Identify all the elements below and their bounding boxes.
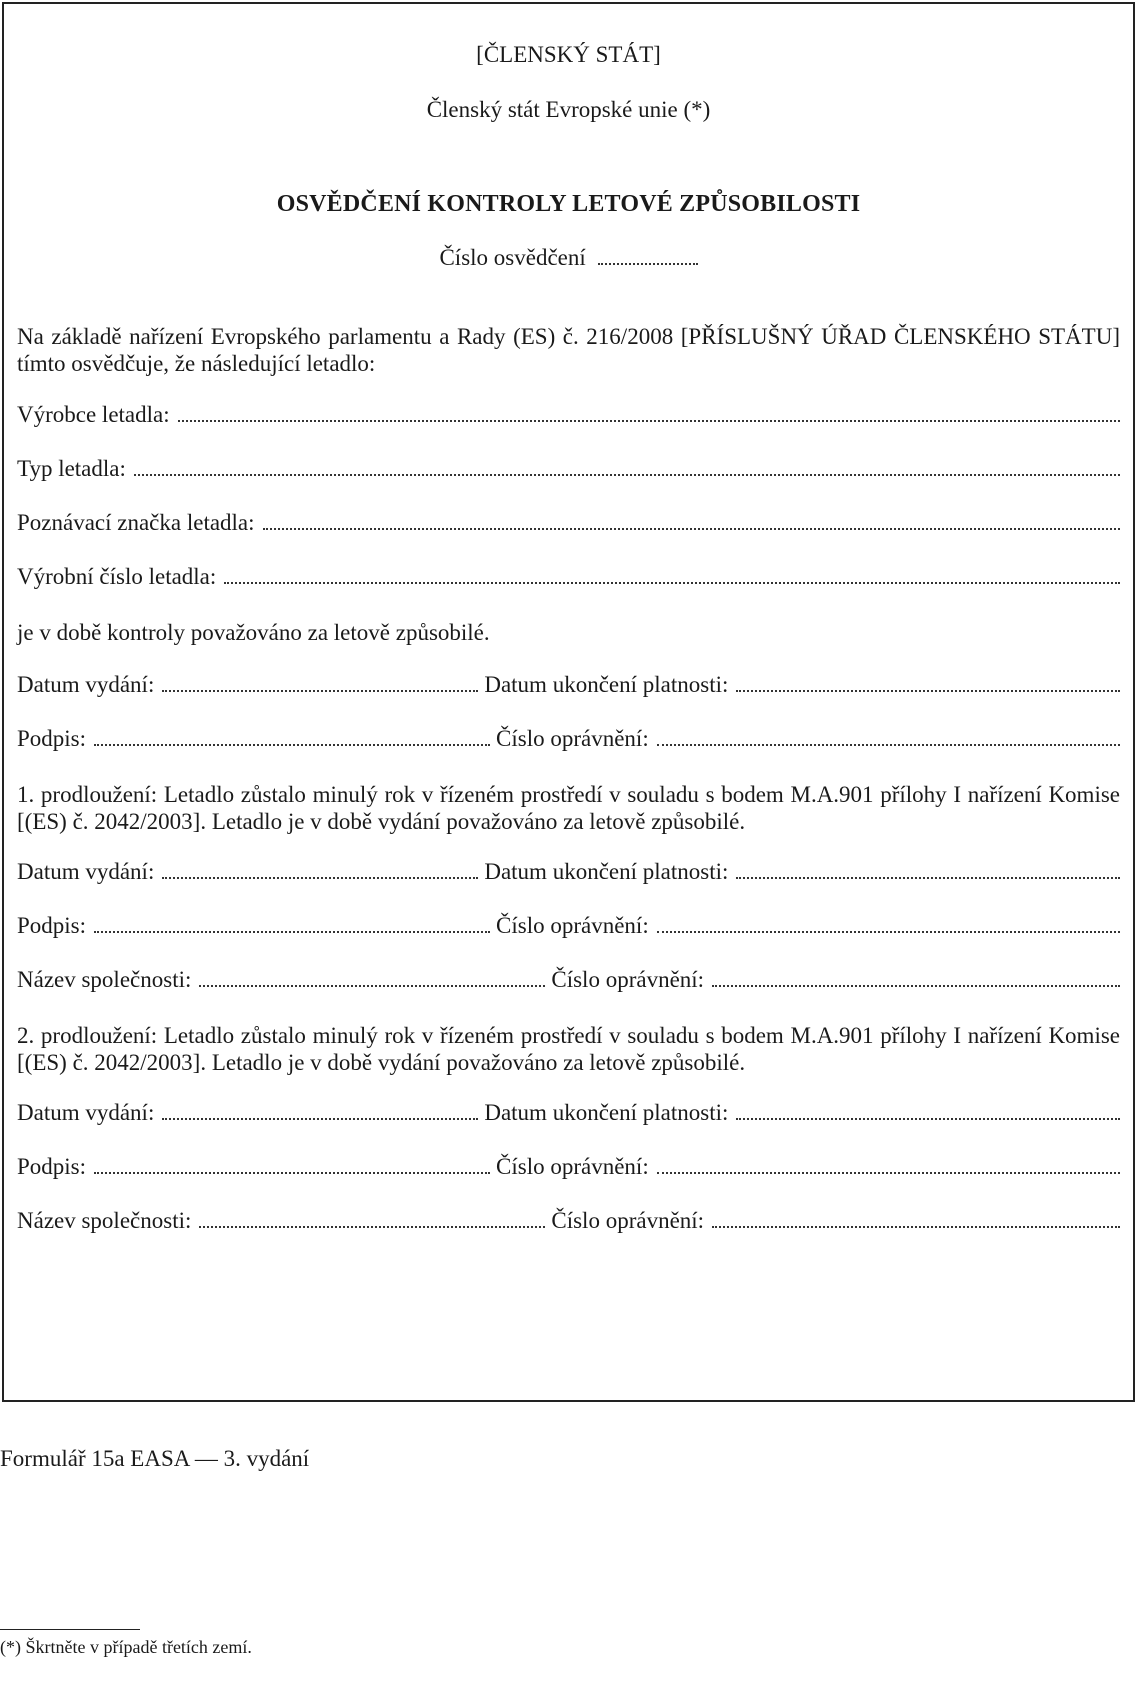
ext2-company-line (17, 1208, 1120, 1236)
registration-field[interactable] (263, 510, 1120, 530)
ext2-company-field[interactable] (199, 1208, 545, 1228)
issue-line (17, 672, 1120, 700)
ext2-expiry-date-label: Datum ukončení platnosti: (484, 1100, 729, 1125)
form-identifier: Formulář 15a EASA — 3. vydání (0, 1446, 310, 1471)
ext1-signature-field[interactable] (94, 913, 490, 933)
ext2-company-authorisation-field[interactable] (712, 1208, 1120, 1228)
manufacturer-field[interactable] (178, 402, 1120, 422)
signature-line (17, 726, 1120, 754)
ext2-signature-label: Podpis: (17, 1154, 87, 1179)
footnote-divider (0, 1629, 140, 1630)
ext1-company-line (17, 967, 1120, 995)
ext2-authorisation-number-field[interactable] (657, 1154, 1120, 1174)
aircraft-type-line (17, 456, 1120, 484)
expiry-date-field[interactable] (736, 672, 1120, 692)
authorisation-number-label: Číslo oprávnění: (496, 726, 649, 751)
ext1-issue-date-field[interactable] (162, 859, 478, 879)
aircraft-type-label: Typ letadla: (17, 456, 126, 481)
ext2-issue-line (17, 1100, 1120, 1128)
ext2-issue-date-field[interactable] (162, 1100, 478, 1120)
extension2-paragraph: 2. prodloužení: Letadlo zůstalo minulý rok v řízeném prostředí v souladu s bodem M.A.901 přílohy I nařízení Komise [(ES) č. 2042/2003]. Letadlo je v době vydání považováno za letově způsobilé. (17, 1023, 1120, 1075)
ext2-company-authorisation-label: Číslo oprávnění: (551, 1208, 705, 1233)
registration-label: Poznávací značka letadla: (17, 510, 255, 535)
ext1-expiry-date-label: Datum ukončení platnosti: (484, 859, 729, 884)
ext1-signature-line (17, 913, 1120, 941)
registration-line (17, 510, 1120, 538)
expiry-date-label: Datum ukončení platnosti: (484, 672, 729, 697)
ext2-signature-field[interactable] (94, 1154, 490, 1174)
ext2-authorisation-number-label: Číslo oprávnění: (496, 1154, 649, 1179)
member-state-heading: [ČLENSKÝ STÁT] (476, 42, 661, 67)
serial-number-label: Výrobní číslo letadla: (17, 564, 217, 589)
certificate-number-line (4, 245, 1133, 271)
ext1-issue-date-label: Datum vydání: (17, 859, 155, 884)
certificate-number-dots[interactable] (598, 249, 698, 265)
manufacturer-label: Výrobce letadla: (17, 402, 170, 427)
footnote: (*) Škrtněte v případě třetích zemí. (0, 1637, 252, 1657)
ext1-company-authorisation-label: Číslo oprávnění: (551, 967, 705, 992)
serial-number-line (17, 564, 1120, 592)
airworthiness-statement: je v době kontroly považováno za letově způsobilé. (17, 620, 490, 645)
certificate-frame (2, 2, 1135, 1402)
authorisation-number-field[interactable] (657, 726, 1120, 746)
ext1-authorisation-number-label: Číslo oprávnění: (496, 913, 649, 938)
ext1-company-field[interactable] (199, 967, 545, 987)
manufacturer-line (17, 402, 1120, 430)
aircraft-type-field[interactable] (134, 456, 1120, 476)
ext1-company-label: Název společnosti: (17, 967, 192, 992)
eu-member-state-line: Členský stát Evropské unie (*) (426, 97, 711, 122)
ext1-company-authorisation-field[interactable] (712, 967, 1120, 987)
signature-label: Podpis: (17, 726, 87, 751)
issue-date-label: Datum vydání: (17, 672, 155, 697)
intro-paragraph: Na základě nařízení Evropského parlamentu a Rady (ES) č. 216/2008 [PŘÍSLUŠNÝ ÚŘAD ČLENSKÉHO STÁTU] tímto osvědčuje, že následující letadlo: (17, 324, 1120, 376)
ext1-issue-line (17, 859, 1120, 887)
ext2-signature-line (17, 1154, 1120, 1182)
ext1-signature-label: Podpis: (17, 913, 87, 938)
ext2-expiry-date-field[interactable] (736, 1100, 1120, 1120)
issue-date-field[interactable] (162, 672, 478, 692)
ext1-expiry-date-field[interactable] (736, 859, 1120, 879)
ext1-authorisation-number-field[interactable] (657, 913, 1120, 933)
ext2-issue-date-label: Datum vydání: (17, 1100, 155, 1125)
page-title: OSVĚDČENÍ KONTROLY LETOVÉ ZPŮSOBILOSTI (276, 191, 861, 217)
serial-number-field[interactable] (224, 564, 1120, 584)
ext2-company-label: Název společnosti: (17, 1208, 192, 1233)
certificate-number-label: Číslo osvědčení (439, 245, 586, 270)
extension1-paragraph: 1. prodloužení: Letadlo zůstalo minulý rok v řízeném prostředí v souladu s bodem M.A.901 přílohy I nařízení Komise [(ES) č. 2042/2003]. Letadlo je v době vydání považováno za letově způsobilé. (17, 782, 1120, 834)
signature-field[interactable] (94, 726, 490, 746)
